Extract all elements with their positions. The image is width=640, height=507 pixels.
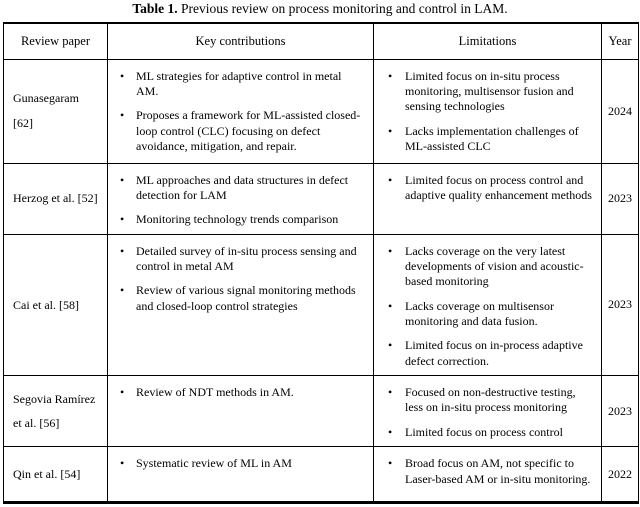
contribution-text: ML strategies for adaptive control in metal AM. — [136, 68, 342, 98]
limitation-text: Broad focus on AM, not specific to Laser-based AM or in-situ monitoring. — [405, 456, 591, 486]
bullet-item — [108, 456, 365, 471]
year-cell: 2023 — [602, 234, 639, 376]
contribution-text: Systematic review of ML in AM — [136, 456, 292, 471]
limitations-cell — [374, 447, 602, 503]
limitation-text: Lacks coverage on multisensor monitoring and data fusion. — [405, 298, 554, 329]
bullet-icon: • — [388, 338, 393, 353]
contribution-text: Monitoring technology trends comparison — [136, 212, 339, 227]
bullet-item — [374, 425, 593, 440]
limitation-text: Focused on non-destructive testing, less on in-situ process monitoring — [405, 385, 576, 415]
bullet-icon: • — [120, 243, 125, 258]
contributions-cell — [108, 163, 374, 234]
limitations-cell — [374, 163, 602, 234]
year-cell: 2023 — [602, 376, 639, 447]
bullet-item — [374, 299, 593, 330]
bullet-item — [108, 212, 365, 227]
review-paper-cell: Qin et al. [54] — [4, 447, 108, 503]
header-row — [4, 23, 639, 59]
review-paper-cell: Gunasegaram [62] — [4, 59, 108, 163]
limitation-text: Limited focus on in-process adaptive defect correction. — [405, 338, 583, 368]
review-table — [3, 22, 639, 504]
contribution-text: Detailed survey of in-situ process sensing and control in metal AM — [136, 243, 357, 273]
bullet-icon: • — [120, 172, 125, 187]
review-paper-cell: Herzog et al. [52] — [4, 163, 108, 234]
contribution-text: Review of NDT methods in AM. — [136, 385, 294, 400]
limitation-text: Limited focus on process control — [405, 424, 563, 439]
bullet-item — [108, 283, 365, 314]
bullet-icon: • — [120, 68, 125, 83]
bullet-icon: • — [120, 283, 125, 298]
bullet-item — [374, 456, 593, 487]
limitation-text: Lacks implementation challenges of ML-assisted CLC — [405, 123, 579, 153]
year-cell: 2023 — [602, 163, 639, 234]
bullet-icon: • — [388, 172, 393, 187]
bullet-item — [374, 244, 593, 290]
header-review-paper: Review paper — [4, 23, 108, 59]
header-key-contributions: Key contributions — [108, 23, 374, 59]
table-row — [4, 59, 639, 163]
contribution-text: ML approaches and data structures in defect detection for LAM — [136, 172, 349, 202]
bullet-icon: • — [120, 108, 125, 123]
table-row — [4, 163, 639, 234]
table-caption-number: Table 1. — [132, 1, 178, 16]
bullet-item — [108, 244, 365, 275]
table-caption-text: Previous review on process monitoring and control in LAM. — [177, 1, 508, 16]
limitation-text: Limited focus on process control and adaptive quality enhancement methods — [405, 172, 592, 202]
contributions-cell — [108, 447, 374, 503]
bullet-item — [108, 108, 365, 154]
table-row — [4, 234, 639, 376]
limitation-text: Limited focus on in-situ process monitoring, multisensor fusion and sensing technologies — [405, 68, 574, 114]
bullet-icon: • — [388, 456, 393, 471]
limitations-cell — [374, 376, 602, 447]
bullet-icon: • — [388, 123, 393, 138]
review-paper-cell: Cai et al. [58] — [4, 234, 108, 376]
header-limitations: Limitations — [374, 23, 602, 59]
year-cell: 2024 — [602, 59, 639, 163]
bullet-icon: • — [120, 385, 125, 400]
limitation-text: Lacks coverage on the very latest developments of vision and acoustic-based monitoring — [405, 243, 584, 289]
table-row — [4, 447, 639, 503]
review-paper-cell: Segovia Ramírez et al. [56] — [4, 376, 108, 447]
bullet-icon: • — [120, 456, 125, 471]
contribution-text: Proposes a framework for ML-assisted closed-loop control (CLC) focusing on defect avoidance, mitigation, and repair. — [136, 108, 361, 153]
contributions-cell — [108, 234, 374, 376]
bullet-icon: • — [388, 298, 393, 313]
table-row — [4, 376, 639, 447]
year-cell: 2022 — [602, 447, 639, 503]
bullet-item — [374, 173, 593, 204]
bullet-icon: • — [388, 243, 393, 258]
bullet-icon: • — [388, 424, 393, 439]
contributions-cell — [108, 376, 374, 447]
bullet-icon: • — [388, 385, 393, 400]
bullet-item — [374, 124, 593, 155]
bullet-icon: • — [388, 68, 393, 83]
bullet-icon: • — [120, 212, 125, 227]
contributions-cell — [108, 59, 374, 163]
bullet-item — [374, 69, 593, 115]
bullet-item — [374, 338, 593, 369]
contribution-text: Review of various signal monitoring methods and closed-loop control strategies — [136, 283, 356, 313]
limitations-cell — [374, 59, 602, 163]
limitations-cell — [374, 234, 602, 376]
bullet-item — [108, 173, 365, 204]
bullet-item — [108, 385, 365, 400]
header-year: Year — [602, 23, 639, 59]
bullet-item — [108, 69, 365, 100]
bullet-item — [374, 385, 593, 416]
table-caption — [0, 0, 640, 17]
